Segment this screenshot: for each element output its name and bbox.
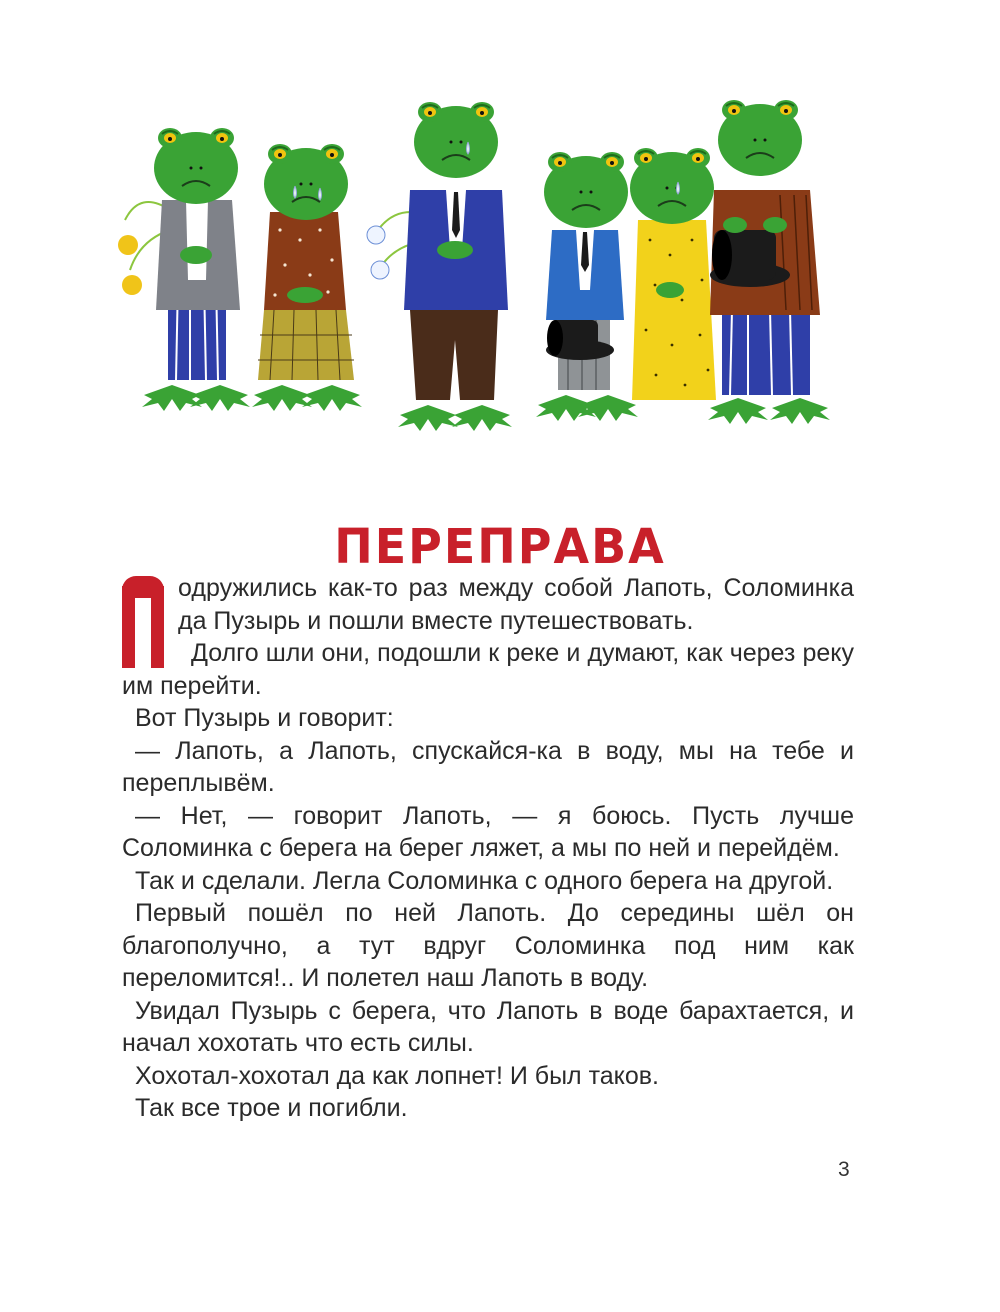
frog-yellow-dress (630, 148, 716, 400)
page-number: 3 (838, 1158, 850, 1181)
frogs-illustration (110, 80, 860, 460)
story-paragraph: Так все трое и погибли. (135, 1094, 408, 1122)
story-paragraph: одружились как-то раз между собой Лапоть, Соломинка да Пузырь и пошли вместе путешествовать. (122, 572, 854, 637)
frog-gray-jacket (118, 128, 250, 411)
story-paragraph: Вот Пузырь и говорит: (135, 704, 394, 732)
story-title: ПЕРЕПРАВА (334, 517, 666, 575)
frog-brown-dress (252, 144, 362, 411)
drop-cap (122, 576, 164, 668)
story-paragraph: Так и сделали. Легла Соломинка с одного берега на другой. (135, 866, 834, 895)
frog-blue-suit (367, 102, 512, 431)
story-paragraph: — Лапоть, а Лапоть, спускайся-ка в воду, мы на тебе и переплывём. (122, 736, 854, 797)
story-paragraph: Хохотал-хохотал да как лопнет! И был таков. (135, 1061, 659, 1090)
story-paragraph: Долго шли они, подошли к реке и думают, как через реку им перейти. (122, 639, 854, 700)
frog-small-blue-jacket (536, 152, 638, 421)
story-paragraph: Первый пошёл по ней Лапоть. До середины шёл он благополучно, а тут вдруг Соломинка под ним как переломится!.. И полетел наш Лапоть в воду. (122, 899, 854, 992)
story-text (122, 572, 854, 1125)
story-paragraph: — Нет, — говорит Лапоть, — я боюсь. Пусть лучше Соломинка с берега на берег ляжет, а мы по ней и перейдём. (122, 801, 854, 862)
frog-brown-jacket (708, 100, 830, 424)
story-paragraph: Увидал Пузырь с берега, что Лапоть в воде барахтается, и начал хохотать что есть силы. (122, 996, 854, 1057)
